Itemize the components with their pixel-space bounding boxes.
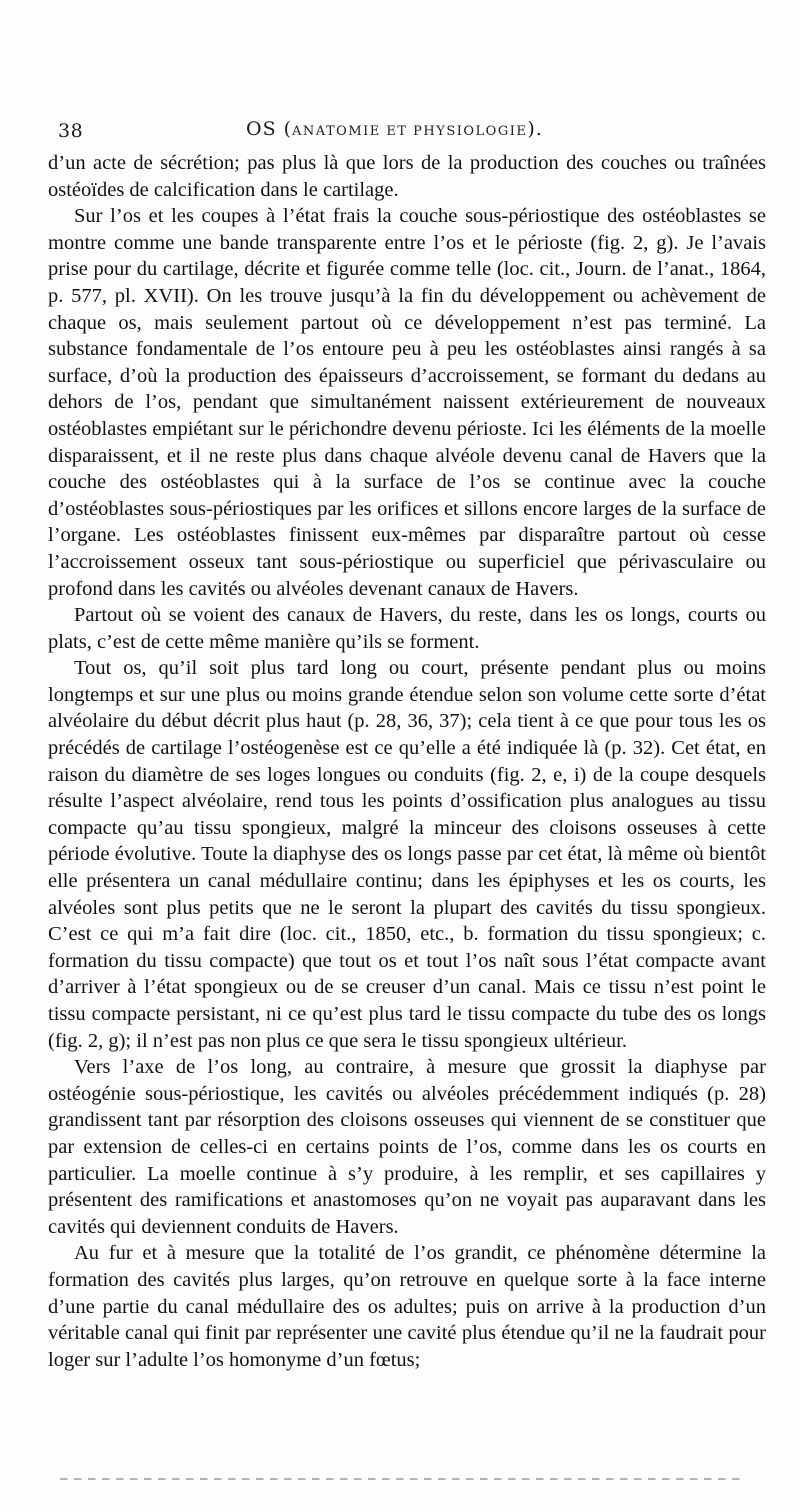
running-head	[246, 118, 543, 140]
running-head-subtitle: ANATOMIE ET PHYSIOLOGIE	[292, 124, 528, 139]
page-header	[58, 118, 758, 142]
paragraph: d’un acte de sécrétion; pas plus là que lors de la production des couches ou traînées ostéoïdes de calcification dans le cartilage.	[48, 152, 766, 201]
running-head-end: ).	[527, 118, 543, 140]
paragraph: Partout où se voient des canaux de Havers, du reste, dans les os longs, courts ou plats, c’est de cette même manière qu’ils se forment.	[48, 604, 766, 653]
body-text	[48, 150, 766, 1373]
paragraph: Au fur et à mesure que la totalité de l’os grandit, ce phénomène détermine la formation des cavités plus larges, qu’on retrouve en quelque sorte à la face interne d’une partie du canal médullaire des os adultes; puis on arrive à la production d’un véritable canal qui finit par représenter une cavité plus étendue qu’il ne la faudrait pour loger sur l’adulte l’os homonyme d’un fœtus;	[48, 1242, 766, 1371]
running-head-main: OS (	[246, 118, 293, 140]
paragraph: Vers l’axe de l’os long, au contraire, à mesure que grossit la diaphyse par ostéogénie sous-périostique, les cavités ou alvéoles précédemment indiqués (p. 28) grandissent tant par résorption des cloisons osseuses qui viennent de se constituer que par extension de celles-ci en certains points de l’os, comme dans les os courts en particulier. La moelle continue à s’y produire, à les remplir, et ses capillaires y présentent des ramifications et anastomoses qu’on ne voyait pas auparavant dans les cavités qui deviennent conduits de Havers.	[48, 1056, 766, 1238]
page-number: 38	[58, 120, 84, 142]
paragraph: Tout os, qu’il soit plus tard long ou court, présente pendant plus ou moins longtemps et sur une plus ou moins grande étendue selon son volume cette sorte d’état alvéolaire du début décrit plus haut (p. 28, 36, 37); cela tient à ce que pour tous les os précédés de cartilage l’ostéogenèse est ce qu’elle a été indiquée là (p. 32). Cet état, en raison du diamètre de ses loges longues ou conduits (fig. 2, e, i) de la coupe desquels résulte l’aspect alvéolaire, rend tous les points d’ossification plus analogues au tissu compacte qu’au tissu spongieux, malgré la minceur des cloisons osseuses à cette période évolutive. Toute la diaphyse des os longs passe par cet état, là même où bientôt elle présentera un canal médullaire continu; dans les épiphyses et les os courts, les alvéoles sont plus petits que ne le seront la plupart des cavités du tissu spongieux. C’est ce qui m’a fait dire (loc. cit., 1850, etc., b. formation du tissu spongieux; c. formation du tissu compacte) que tout os et tout l’os naît sous l’état compacte avant d’arriver à l’état spongieux ou de se creuser d’un canal. Mais ce tissu n’est point le tissu compacte persistant, ni ce qu’est plus tard le tissu compacte du tube des os longs (fig. 2, g); il n’est pas non plus ce que sera le tissu spongieux ultérieur.	[48, 657, 766, 1052]
paragraph: Sur l’os et les coupes à l’état frais la couche sous-périostique des ostéoblastes se montre comme une bande transparente entre l’os et le périoste (fig. 2, g). Je l’avais prise pour du cartilage, décrite et figurée comme telle (loc. cit., Journ. de l’anat., 1864, p. 577, pl. XVII). On les trouve jusqu’à la fin du développement ou achèvement de chaque os, mais seulement partout où ce développement n’est pas terminé. La substance fondamentale de l’os entoure peu à peu les ostéoblastes ainsi rangés à sa surface, d’où la production des épaisseurs d’accroissement, se formant du dedans au dehors de l’os, pendant que simultanément naissent extérieurement de nouveaux ostéoblastes empiétant sur le périchondre devenu périoste. Ici les éléments de la moelle disparaissent, et il ne reste plus dans chaque alvéole devenu canal de Havers que la couche des ostéoblastes qui à la surface de l’os se continue avec la couche d’ostéoblastes sous-périostiques par les orifices et sillons encore larges de la surface de l’organe. Les ostéoblastes finissent eux-mêmes par disparaître partout où cesse l’accroissement osseux tant sous-périostique ou superficiel que périvasculaire ou profond dans les cavités ou alvéoles devenant canaux de Havers.	[48, 205, 766, 600]
footer-rule	[60, 1478, 740, 1480]
